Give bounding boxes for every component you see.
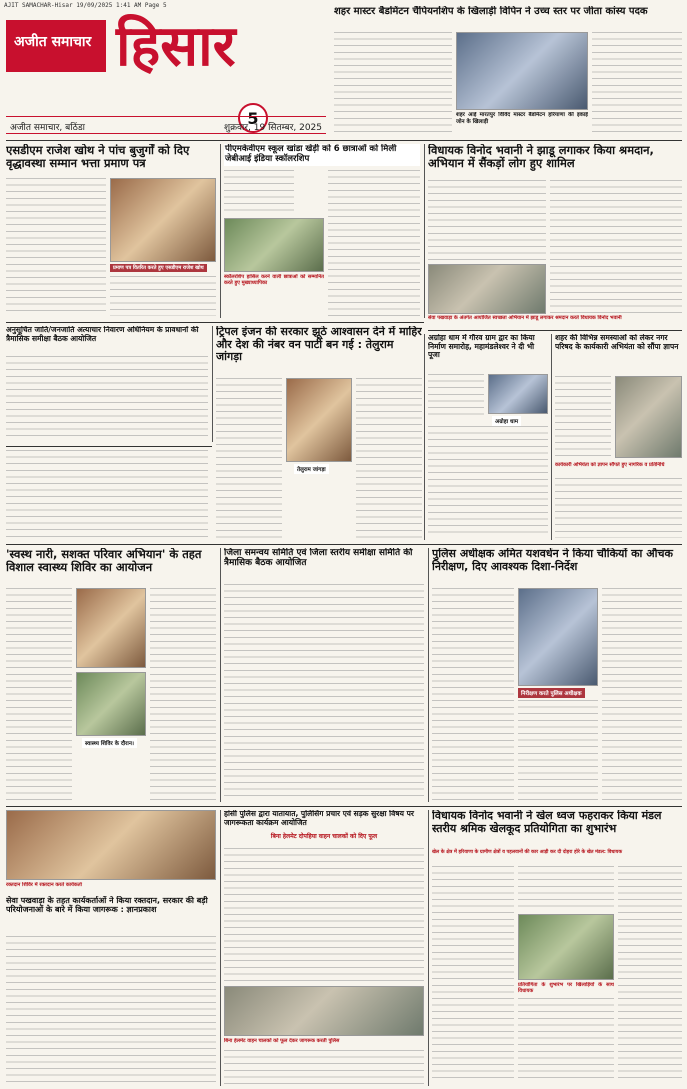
article-sp-inspection: [432, 548, 682, 802]
article-mla-cleanliness: [428, 144, 682, 328]
article-headline: हांसी पुलिस द्वारा यातायात, पुलिसिंग प्रचार एवं सड़क सुरक्षा विषय पर जागरूकता कार्यक्रम आयोजित: [224, 810, 414, 827]
article-photo: [224, 218, 324, 272]
article-council-memorandum: [555, 334, 682, 540]
article-photo: [518, 914, 614, 980]
article-photo-caption: निरीक्षण करते पुलिस अधीक्षक: [518, 688, 585, 698]
article-telu-ram-jangra: [216, 326, 422, 540]
article-photo: [488, 374, 548, 414]
article-photo-caption: प्रतियोगिता के शुभारंभ पर खिलाड़ियों के साथ विधायक: [518, 982, 614, 995]
article-photo-caption: स्कॉलरशिप हासिल करने वाली छात्राओं को सम्मानित करते हुए मुख्याध्यापिका: [224, 274, 324, 287]
article-photo: [224, 986, 424, 1036]
article-headline: जिला समन्वय समिति एवं जिला स्तरीय समीक्षा समिति की त्रैमासिक बैठक आयोजित: [224, 548, 413, 569]
article-photo-caption: बिना हेलमेट वाहन चालकों को फूल देकर जागरूक करती पुलिस: [224, 1038, 340, 1044]
article-photo: [615, 376, 682, 458]
article-photo: [428, 264, 546, 314]
article-photo: [456, 32, 588, 110]
article-photo-caption: अग्रोहा धाम: [492, 416, 521, 426]
article-headline: विधायक विनोद भवानी ने खेल ध्वज फहराकर किया मंडल स्तरीय श्रमिक खेलकूद प्रतियोगिता का शुभारंभ: [432, 810, 662, 835]
article-photo: [76, 588, 146, 668]
article-health-camp: [6, 548, 216, 802]
article-photo-2: [76, 672, 146, 736]
dateline-date: शुक्रवार, 19 सितम्बर, 2025: [224, 123, 322, 133]
article-sc-st-meeting: [6, 326, 208, 442]
page-number: 5: [247, 109, 259, 128]
article-sports-competition: [432, 810, 682, 1086]
brand-name: अजीत समाचार: [14, 34, 92, 50]
article-photo-caption: कार्यकारी अभियंता को ज्ञापन सौंपते हुए नागरिक व प्रतिनिधि: [555, 462, 665, 468]
article-headline: 'स्वस्थ नारी, सशक्त परिवार अभियान' के तहत विशाल स्वास्थ्य शिविर का आयोजन: [6, 548, 202, 575]
article-headline: सेवा पखवाड़ा के तहत कार्यकर्ताओं ने किया रक्तदान, सरकार की बड़ी परियोजनाओं के बारे में किया जागरूक : ज्ञानप्रकाश: [6, 896, 208, 915]
article-headline: शहर की विभिन्न समस्याओं को लेकर नगर परिषद के कार्यकारी अभियंता को सौंपा ज्ञापन: [555, 334, 679, 351]
article-headline: अग्रोहा धाम में गौरव ग्राम द्वार का किया निर्माण समारोह, महामंडलेश्वर ने दी भी पूजा: [428, 334, 535, 360]
article-sub-headline: बिना हेलमेट दोपहिया वाहन चालकों को दिए फूल: [270, 833, 378, 840]
article-headline: पुलिस अधीक्षक अमित यशवर्धन ने किया चौकियों का औचक निरीक्षण, दिए आवश्यक दिशा-निर्देश: [432, 548, 673, 573]
dateline-publication: अजीत समाचार, बठिंडा: [10, 123, 85, 133]
article-sub-headline: खेल के क्षेत्र में हरियाणा के ग्रामीण क्षेत्रों व पहलवानों की कार आड़ी कर दी दोहरा होरे के खेत मंडल: विधायक: [432, 850, 623, 855]
article-photo: [518, 588, 598, 686]
article-headline: शहर मास्टर बैडमिंटन चैंपियनशिप के खिलाड़ी विपिन ने उच्च स्तर पर जीता कांस्य पदक: [334, 6, 648, 17]
article-school-scholarship: [224, 144, 420, 318]
article-headline: एसडीएम राजेश खोथ ने पांच बुजुर्गों को दिए वृद्धावस्था सम्मान भत्ता प्रमाण पत्र: [6, 144, 190, 171]
article-photo: [6, 810, 216, 880]
article-photo-caption: प्रमाण पत्र वितरित करते हुए एसडीएम राजेश खोथ: [110, 264, 207, 272]
brand-logo: [6, 20, 106, 72]
article-photo-caption: सेवा पखवाड़ा के अंतर्गत आयोजित स्वच्छता अभियान में झाडू लगाकर श्रमदान करते विधायक विनोद भवानी: [428, 315, 622, 321]
article-agroha-dham: [428, 334, 548, 540]
article-photo-caption: शहर आई मारतपुर विविद मास्टर बैडमिंटन हरियाणा की इकाई जोन के खिलाड़ी: [456, 112, 588, 125]
article-photo-caption: तेलुराम जांगड़ा: [294, 464, 329, 474]
edition-city: हिसार: [116, 13, 236, 79]
article-seva-pakhwada: [6, 896, 216, 1086]
article-sdm-pension: [6, 144, 216, 318]
article-headline: अनुसूचित जाति/जनजाति अत्याचार निवारण अधिनियम के प्रावधानों की त्रैमासिक समीक्षा बैठक आयोजित: [6, 326, 199, 343]
article-top-right: [334, 6, 682, 138]
article-photo-caption: रक्तदान शिविर में रक्तदान करते कार्यकर्ता: [6, 882, 82, 888]
article-headline: ट्रिपल इंजन की सरकार झूठे आश्वासन देने में माहिर और देश की नंबर वन पार्टी बन गई : तेलुराम जांगड़ा: [216, 326, 422, 364]
article-hansi-police: [224, 810, 424, 1086]
dateline: [6, 116, 326, 134]
print-slug: AJIT SAMACHAR-Hisar 19/09/2025 1:41 AM Page 5: [4, 2, 167, 9]
article-headline: विधायक विनोद भवानी ने झाडू लगाकर किया श्रमदान, अभियान में सैंकड़ों लोग हुए शामिल: [428, 144, 654, 171]
article-photo-caption: स्वास्थ्य शिविर के दौरान।: [82, 738, 137, 748]
article-photo: [110, 178, 216, 262]
article-photo: [286, 378, 352, 462]
article-headline: पीएमकेवीएम स्कूल खांडा खेड़ी को 6 छात्राओं को मिली जेबीआई इंडिया स्कॉलरशिप: [224, 144, 420, 166]
article-district-committee: [224, 548, 424, 802]
